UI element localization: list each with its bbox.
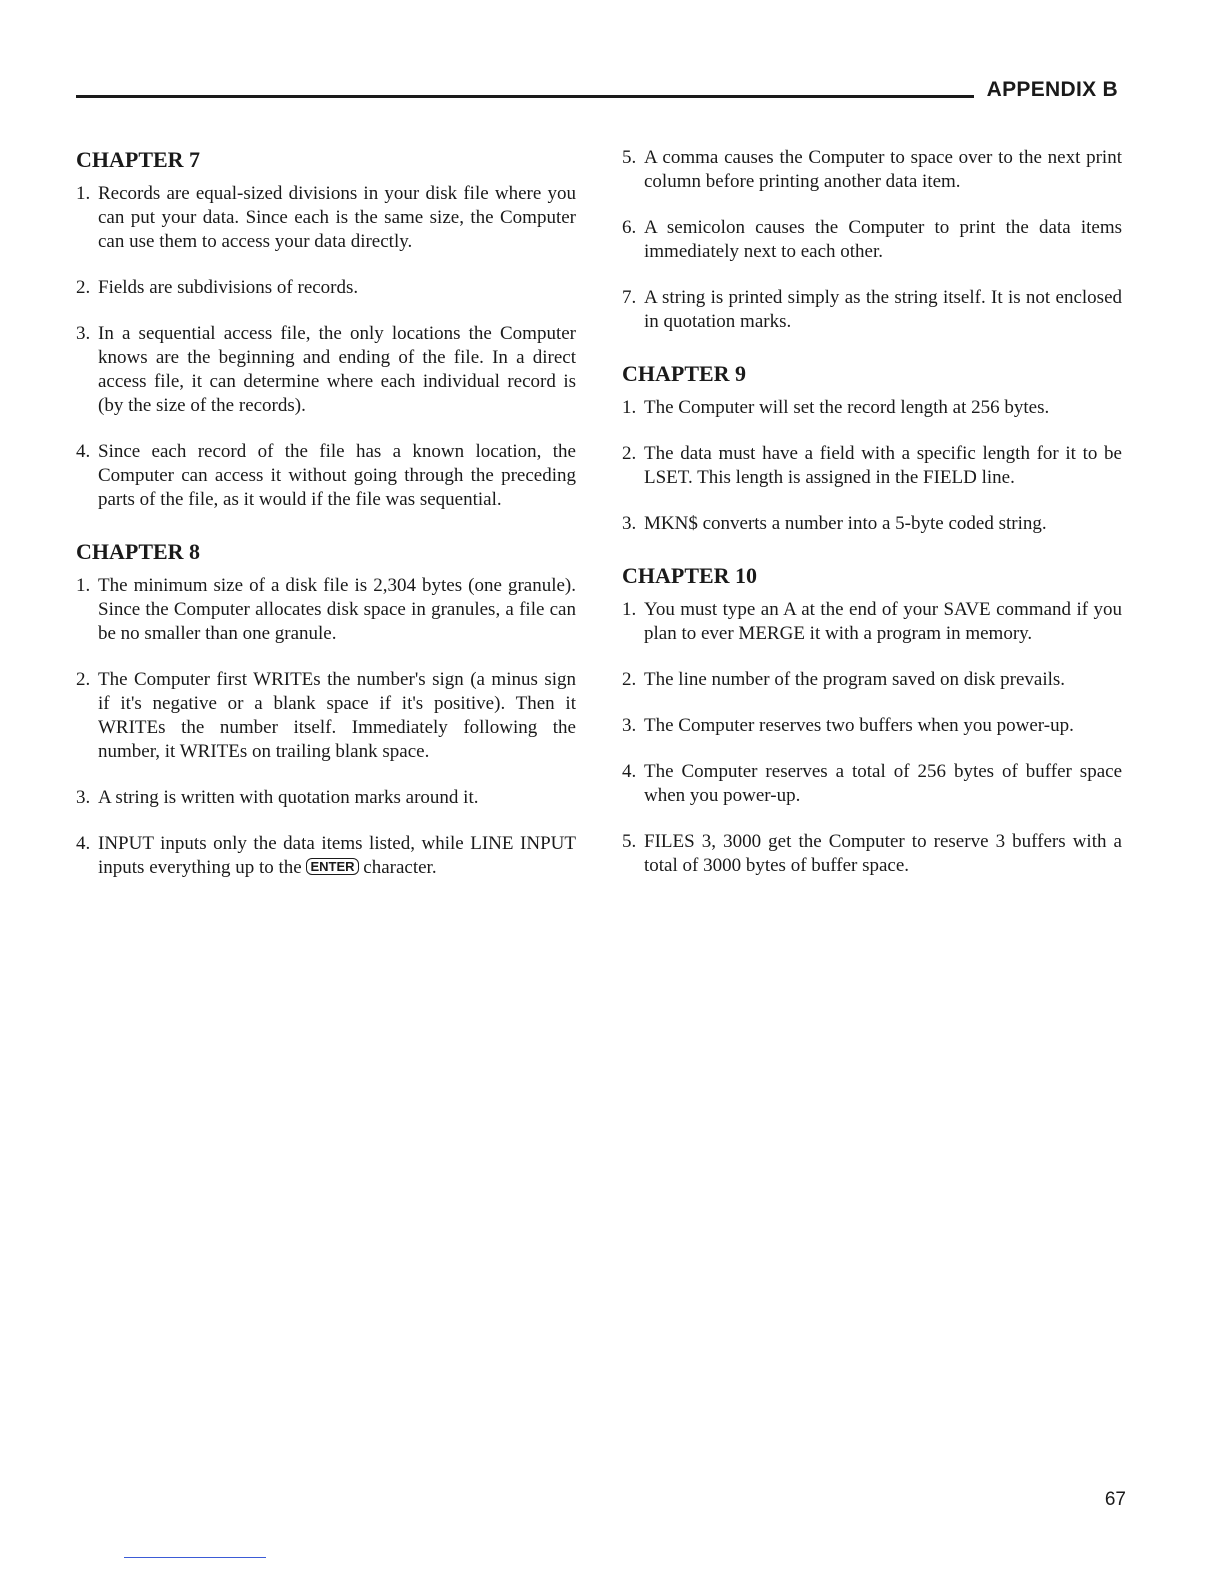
chapter-title: CHAPTER 10 — [622, 563, 758, 588]
answer-text: You must type an A at the end of your SAVE command if you plan to ever MERGE it with a program in memory. — [644, 599, 1122, 644]
left-column — [76, 146, 576, 906]
answer-item — [622, 396, 1122, 420]
answer-number: 3. — [76, 787, 91, 808]
answer-number: 6. — [622, 217, 637, 238]
answer-number: 1. — [622, 397, 637, 418]
answer-number: 7. — [622, 287, 637, 308]
answer-text: The minimum size of a disk file is 2,304 bytes (one granule). Since the Computer allocates disk space in granules, a file can be no smaller than one granule. — [98, 575, 576, 644]
answer-text: A string is printed simply as the string itself. It is not enclosed in quotation marks. — [644, 287, 1122, 332]
answer-text: The Computer first WRITEs the number's sign (a minus sign if it's negative or a blank space if it's positive). Then it WRITEs the number itself. Immediately following the number, it WRITEs on trailing blank space. — [98, 669, 576, 762]
chapter-9 — [622, 360, 1122, 536]
answer-text: The Computer reserves a total of 256 bytes of buffer space when you power-up. — [644, 761, 1122, 806]
answer-item — [622, 146, 1122, 194]
answer-number: 3. — [622, 513, 637, 534]
chapter-8 — [76, 538, 576, 880]
chapter-title: CHAPTER 7 — [76, 147, 201, 172]
answer-item — [76, 440, 576, 512]
answer-text: FILES 3, 3000 get the Computer to reserve 3 buffers with a total of 3000 bytes of buffer space. — [644, 831, 1122, 876]
answer-text-before: INPUT inputs only the data items listed, while LINE INPUT inputs everything up to the — [98, 833, 576, 878]
answer-text: A comma causes the Computer to space over to the next print column before printing another data item. — [644, 147, 1122, 192]
answer-number: 1. — [76, 183, 91, 204]
answer-text: Fields are subdivisions of records. — [98, 277, 359, 298]
answer-text-after: character. — [363, 857, 437, 878]
answer-number: 3. — [622, 715, 637, 736]
answer-item — [76, 182, 576, 254]
answer-text: In a sequential access file, the only locations the Computer knows are the beginning and ending of the file. In a direct access file, it can determine where each individual record is (by the size of the records). — [98, 323, 576, 416]
answer-text: Records are equal-sized divisions in your disk file where you can put your data. Since each is the same size, the Computer can use them to access your data directly. — [98, 183, 576, 252]
answer-number: 2. — [622, 669, 637, 690]
answer-item — [622, 286, 1122, 334]
header-rule — [76, 95, 974, 98]
answer-text: A semicolon causes the Computer to print the data items immediately next to each other. — [644, 217, 1122, 262]
answer-text: The Computer reserves two buffers when you power-up. — [644, 715, 1074, 736]
appendix-header-title: APPENDIX B — [986, 78, 1118, 101]
enter-key-icon: ENTER — [306, 858, 358, 875]
answer-number: 2. — [76, 277, 91, 298]
chapter-10 — [622, 562, 1122, 878]
answer-number: 3. — [76, 323, 91, 344]
answer-text: Since each record of the file has a known location, the Computer can access it without going through the preceding parts of the file, as it would if the file was sequential. — [98, 441, 576, 510]
answer-number: 4. — [76, 833, 91, 854]
answer-item — [622, 668, 1122, 692]
answer-item — [76, 322, 576, 418]
answer-item — [622, 598, 1122, 646]
answer-text: The data must have a field with a specific length for it to be LSET. This length is assigned in the FIELD line. — [644, 443, 1122, 488]
answer-item — [76, 786, 576, 810]
answer-item — [76, 668, 576, 764]
answer-item — [622, 512, 1122, 536]
answer-number: 5. — [622, 831, 637, 852]
answer-text — [98, 832, 576, 880]
answer-number: 2. — [622, 443, 637, 464]
answer-item — [76, 574, 576, 646]
chapter-7-continued — [622, 146, 1122, 334]
answer-item — [76, 832, 576, 880]
answer-number: 4. — [622, 761, 637, 782]
answer-number: 5. — [622, 147, 637, 168]
answer-text: MKN$ converts a number into a 5-byte coded string. — [644, 513, 1047, 534]
answer-item — [622, 442, 1122, 490]
chapter-title: CHAPTER 8 — [76, 539, 201, 564]
chapter-title: CHAPTER 9 — [622, 361, 747, 386]
answer-number: 1. — [76, 575, 91, 596]
page-number: 67 — [1104, 1489, 1126, 1510]
answer-item — [622, 714, 1122, 738]
answer-text: The line number of the program saved on disk prevails. — [644, 669, 1066, 690]
footer-divider — [124, 1557, 266, 1558]
answer-number: 1. — [622, 599, 637, 620]
answer-item — [622, 760, 1122, 808]
right-column — [622, 146, 1122, 904]
chapter-7 — [76, 146, 576, 512]
answer-item — [622, 830, 1122, 878]
answer-number: 4. — [76, 441, 91, 462]
answer-text: The Computer will set the record length at 256 bytes. — [644, 397, 1050, 418]
answer-text: A string is written with quotation marks around it. — [98, 787, 479, 808]
answer-item — [622, 216, 1122, 264]
answer-item — [76, 276, 576, 300]
answer-number: 2. — [76, 669, 91, 690]
